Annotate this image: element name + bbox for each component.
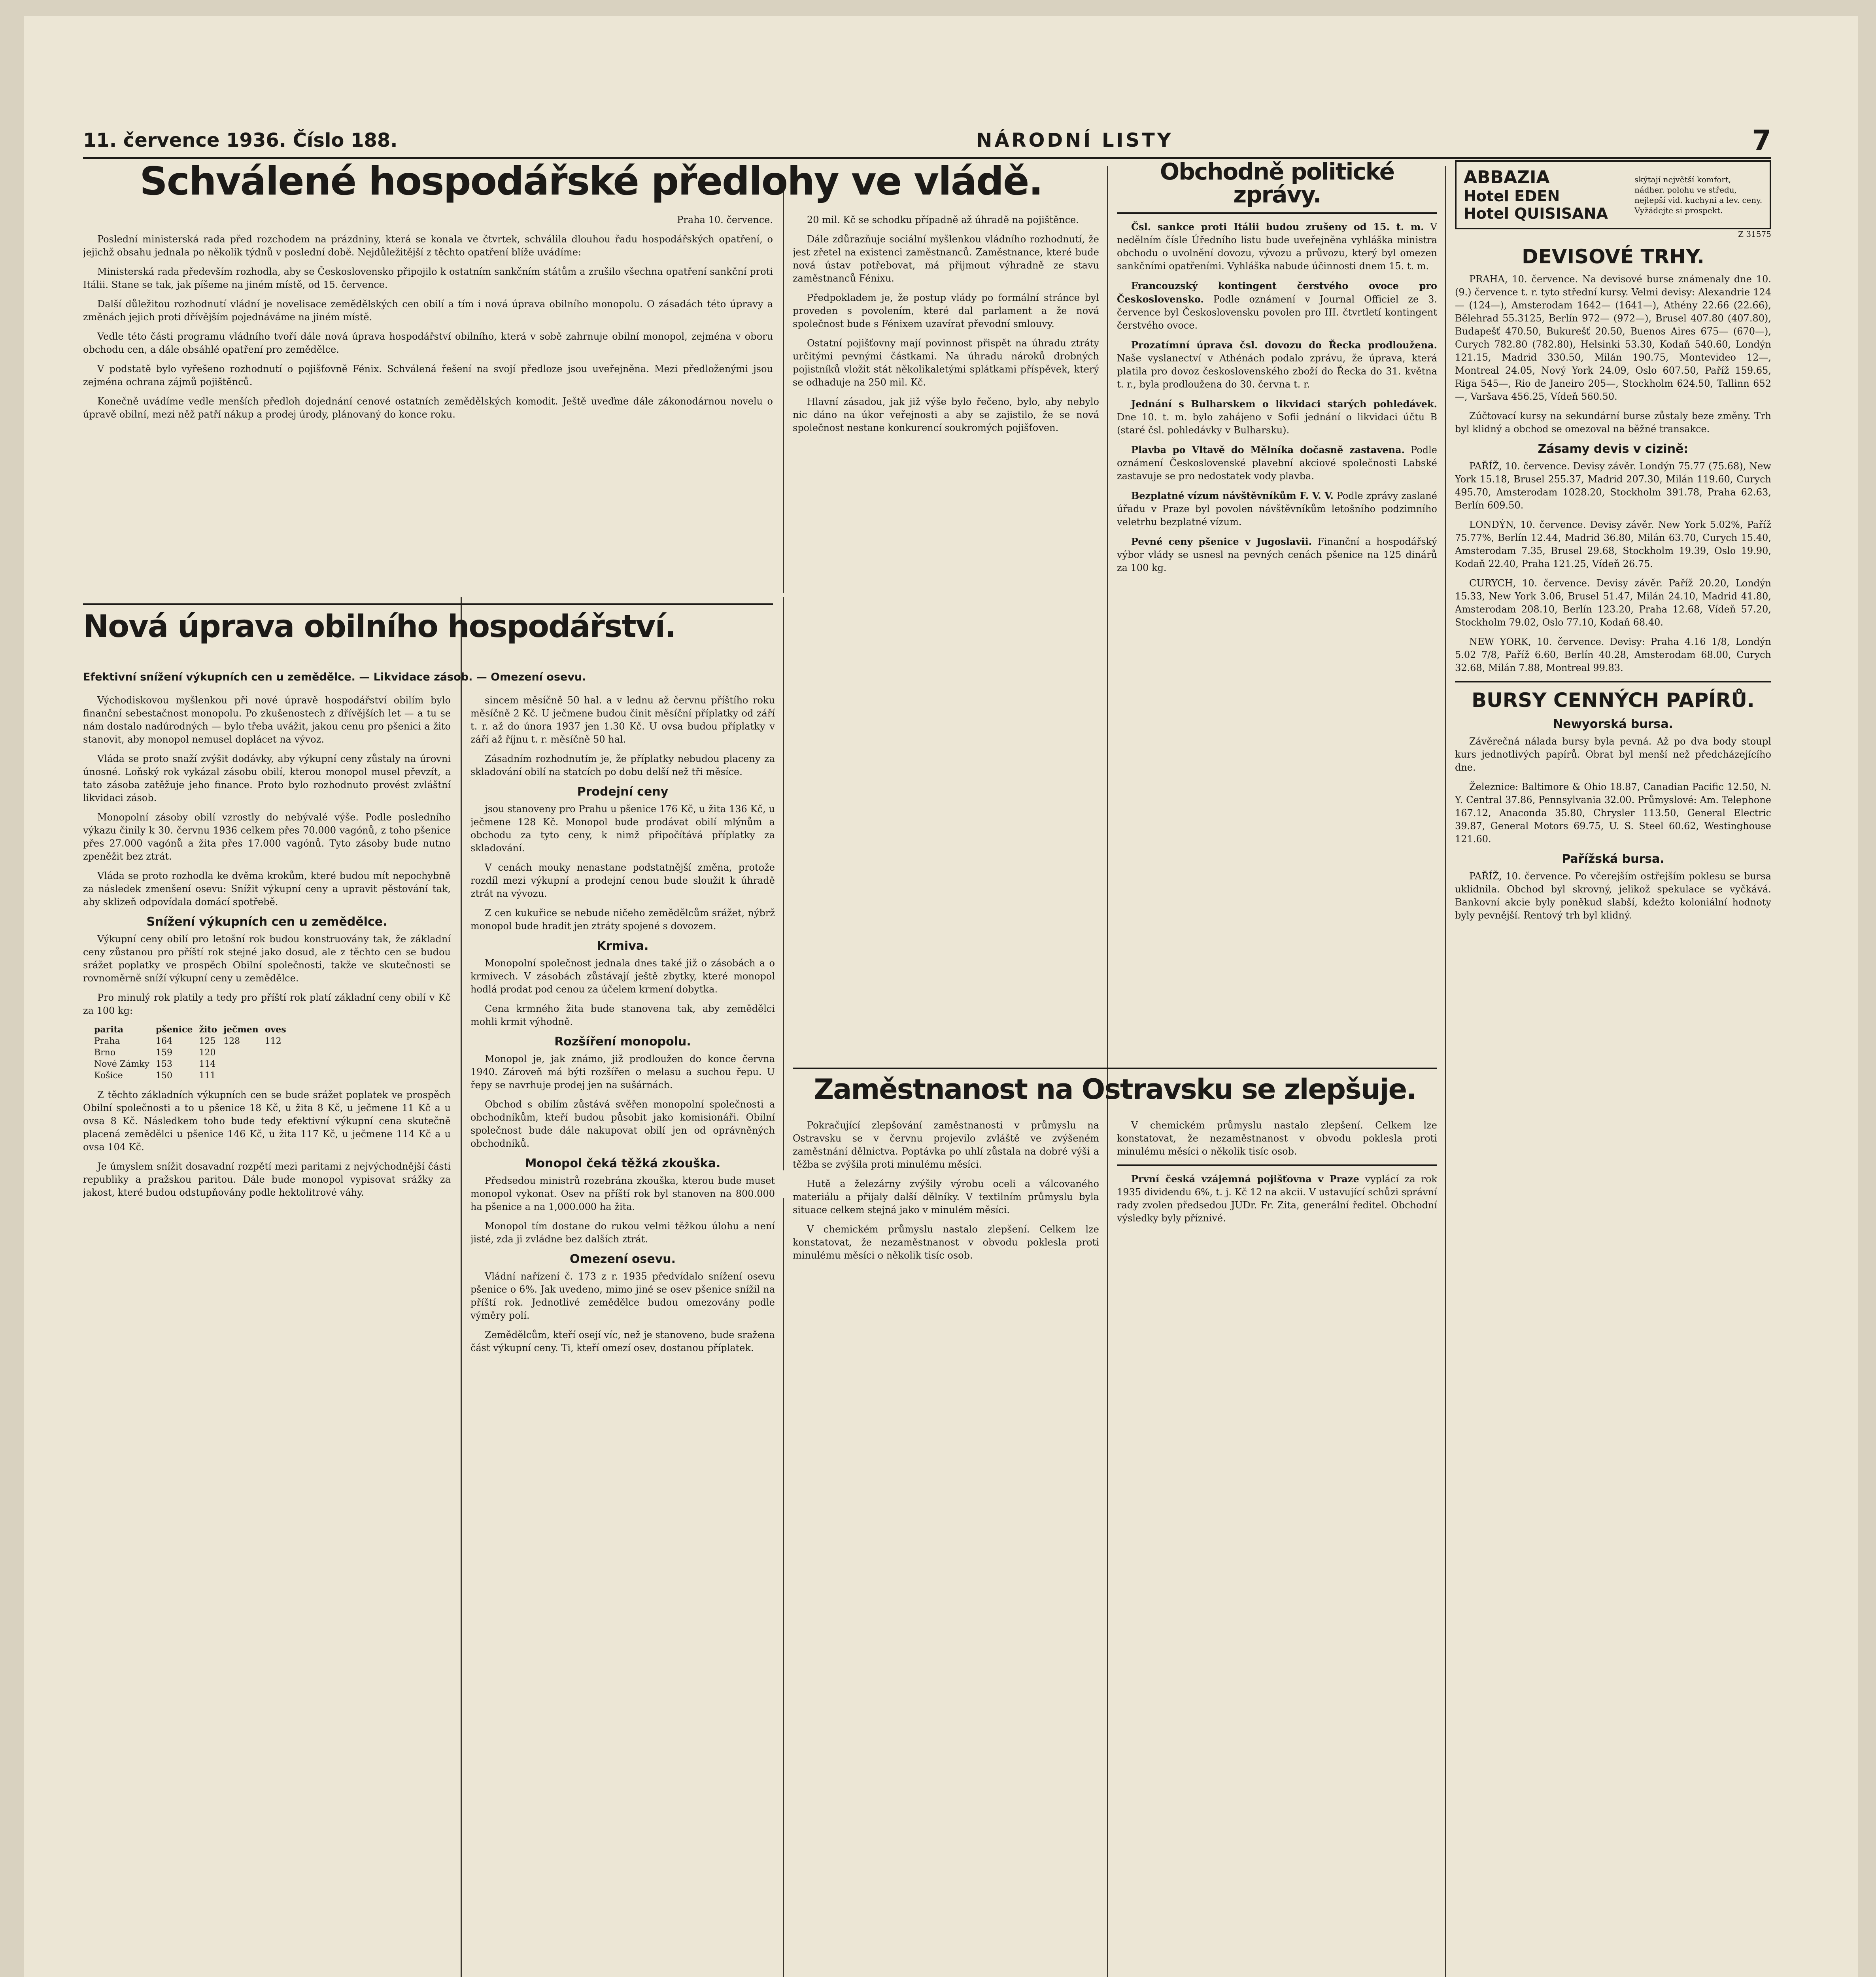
devisy-paragraph: PRAHA, 10. července. Na devisové burse známenaly dne 10. (9.) července t. r. tyto střední kursy. Velmi devisy: Alexandrie 124— (124—), Amsterodam 1642— (1641—), Athény 22.66 (22.66), Bělehrad 55.3125, Berlín 972— (972—), Brusel 407.80 (407.80), Budapešť 470.50, Bukurešť 20.50, Buenos Aires 675— (670—), Curych 782.80 (782.80), Helsinki 53.30, Kodaň 540.60, Londýn 121.15, Madrid 330.50, Milán 190.75, Montevideo 12—, Montreal 24.05, Nový York 24.09, Oslo 607.50, Paříž 159.65, Riga 545—, Rio de Janeiro 205—, Stockholm 624.50, Tallinn 652—, Varšava 456.25, Vídeň 560.50. xyxy=(1455,274,1771,402)
article2-paragraph: sincem měsíčně 50 hal. a v lednu až červnu příštího roku měsíčně 2 Kč. U ječmene budou činit měsíční příplatky od září t. r. až do února 1937 jen 1.30 Kč. U ovsa budou příplatky v září až říjnu t. r. měsíčně 50 hal. xyxy=(470,695,775,745)
article2-paragraph: Cena krmného žita bude stanovena tak, aby zemědělci mohli krmit výhodně. xyxy=(470,1003,775,1027)
pariz-head: Pařížská bursa. xyxy=(1562,852,1664,866)
newyork-paragraph: Závěrečná nálada bursy byla pevná. Až po dva body stoupl kurs jednotlivých papírů. Obrat byl menší než předcházejícího dne. xyxy=(1455,736,1771,773)
article1-headline: Schválené hospodářské předlohy ve vládě. xyxy=(140,162,1043,204)
trade-news-item-title: Čsl. sankce proti Itálii budou zrušeny od 15. t. m. xyxy=(1131,221,1424,232)
foreign-devisy-paragraph: PAŘÍŽ, 10. července. Devisy závěr. Londýn 75.77 (75.68), New York 15.18, Brusel 255.37, Madrid 207.30, Milán 119.60, Curych 495.70, Amsterodam 1028.20, Stockholm 391.78, Praha 62.63, Berlín 609.50. xyxy=(1455,461,1771,511)
article3-paragraph: Ostatní pojišťovny mají povinnost přispět na úhradu ztráty určitými pevnými částkami. Na úhradu nároků drobných pojistníků vložit stát několikaletými splátkami příspěvek, který se odhaduje na 250 mil. Kč. xyxy=(793,338,1099,388)
article1-paragraph: Konečně uvádíme vedle menších předloh dojednání cenové ostatních zemědělských komodit. Ještě uveďme dále zákonodárnou novelu o úpravě obilní, mezi něž patří nákup a prodej úrody, plánovaný do konce roku. xyxy=(83,396,773,420)
article1-dateline: Praha 10. července. xyxy=(677,214,773,225)
finance-column xyxy=(1455,160,1771,1977)
foreign-devisy-paragraph: NEW YORK, 10. července. Devisy: Praha 4.16 1/8, Londýn 5.02 7/8, Paříž 6.60, Berlín 40.28, Amsterodam 68.00, Curych 32.68, Milán 7.88, Montreal 99.83. xyxy=(1455,636,1771,673)
table-cell: 112 xyxy=(264,1036,281,1046)
trade-news-item xyxy=(1117,338,1437,391)
devisy-paragraph: Zúčtovací kursy na sekundární burse zůstaly beze změny. Trh byl klidný a obchod se omezoval na běžné transakce. xyxy=(1455,410,1771,435)
table-cell xyxy=(262,1058,289,1070)
issue-date: 11. července 1936. Číslo 188. xyxy=(83,129,398,151)
article1-paragraph: Další důležitou rozhodnutí vládní je novelisace zemědělských cen obilí a tím i nová úprava obilního monopolu. O zásadách této úpravy a změnách jejich proti dřívějším pojednáváme na jiném místě. xyxy=(83,299,773,323)
article1-left-column xyxy=(83,214,773,593)
article2-section-head: Krmiva. xyxy=(597,939,649,953)
article3-paragraph: Předpokladem je, že postup vlády po formální stránce byl proveden s povolením, které dal parlament a že nová společnost bude s Fénixem uzavírat převodní smlouvy. xyxy=(793,292,1099,329)
ostrava-paragraph: Hutě a železárny zvýšily výrobu oceli a válcovaného materiálu a přijaly další dělníky. V textilním průmyslu byla situace celkem stejná jako v minulém měsíci. xyxy=(793,1178,1099,1215)
ostrava-paragraph: V chemickém průmyslu nastalo zlepšení. Celkem lze konstatovat, že nezaměstnanost v obvodu poklesla proti minulému měsíci o několik tisíc osob. xyxy=(793,1224,1099,1261)
price-table-header: žito xyxy=(199,1024,217,1035)
table-cell: Brno xyxy=(94,1048,116,1058)
price-table-header: oves xyxy=(264,1024,286,1035)
newyork-paragraph: Železnice: Baltimore & Ohio 18.87, Canadian Pacific 12.50, N. Y. Central 37.86, Pennsylvania 32.00. Průmyslové: Am. Telephone 167.12, Anaconda 35.80, Chrysler 113.50, General Electric 39.87, General Motors 69.75, U. S. Steel 60.62, Westinghouse 121.60. xyxy=(1455,781,1771,845)
divider-rule xyxy=(1455,681,1771,682)
foreign-devisy-paragraph: CURYCH, 10. července. Devisy závěr. Paříž 20.20, Londýn 15.33, New York 3.06, Brusel 51.47, Milán 24.10, Madrid 41.80, Amsterodam 208.10, Berlín 123.20, Praha 12.68, Vídeň 57.20, Stockholm 79.02, Oslo 77.10, Kodaň 68.40. xyxy=(1455,578,1771,628)
insurance-title: První česká vzájemná pojišťovna v Praze xyxy=(1131,1173,1359,1185)
trade-news-item xyxy=(1117,397,1437,437)
article2-paragraph: Zemědělcům, kteří osejí víc, než je stanoveno, bude sražena část výkupní ceny. Ti, kteří omezí osev, dostanou příplatek. xyxy=(470,1329,775,1353)
trade-news-item xyxy=(1117,443,1437,483)
table-cell: 153 xyxy=(155,1059,172,1069)
trade-news-item-title: Prozatímní úprava čsl. dovozu do Řecka prodloužena. xyxy=(1131,339,1437,351)
table-cell: 159 xyxy=(155,1048,172,1058)
article3-continuation-column xyxy=(793,214,1099,593)
column-divider xyxy=(783,190,784,593)
trade-news-item-title: Jednání s Bulharskem o likvidaci starých pohledávek. xyxy=(1131,398,1437,410)
divider-rule xyxy=(793,1068,1437,1069)
table-cell xyxy=(220,1047,262,1058)
devisy-headline: DEVISOVÉ TRHY. xyxy=(1522,245,1704,268)
article2-paragraph: Z cen kukuřice se nebude ničeho zemědělcům srážet, nýbrž monopol bude hradit jen ztráty spojené s dovozem. xyxy=(470,907,775,932)
article2-paragraph: Monopolní zásoby obilí vzrostly do nebývalé výše. Podle posledního výkazu činily k 30. červnu 1936 celkem přes 70.000 vagónů, z toho pšenice přes 27.000 vagónů a žita přes 17.000 vagónů. Tyto zásoby bude nutno zpeněžit bez ztrát. xyxy=(83,812,451,862)
price-table-header: parita xyxy=(94,1024,124,1035)
table-cell: 120 xyxy=(199,1048,216,1058)
ad-abbazia xyxy=(1455,160,1771,229)
table-cell: 114 xyxy=(199,1059,216,1069)
trade-news-item-title: Francouzský kontingent čerstvého ovoce pro Československo. xyxy=(1117,280,1437,305)
trade-news-item-text: Naše vyslanectví v Athénách podalo zprávu, že úprava, která platila pro dovoz československého zboží do Řecka do 31. května t. r., byla prodloužena do 30. června t. r. xyxy=(1117,353,1437,390)
article2-paragraph: Monopol je, jak známo, již prodloužen do konce června 1940. Zároveň má býti rozšířen o melasu a suchou řepu. U řepy se navrhuje prodej jen na sušárnách. xyxy=(470,1053,775,1091)
article2-column-2 xyxy=(470,694,775,1977)
ad-abbazia-text: skýtají největší komfort, nádher. polohu ve středu, nejlepší vid. kuchyni a lev. ceny. Vyžádejte si prospekt. xyxy=(1634,174,1763,215)
article2-paragraph: Výkupní ceny obilí pro letošní rok budou konstruovány tak, že základní ceny zůstanou pro příští rok stejné jako dosud, ale z těchto cen se budou srážet poplatky ve prospěch Obilní společnosti, takže ve skutečnosti se rovnoměrně sníží výkupní ceny u zemědělce. xyxy=(83,934,451,984)
trade-news-item xyxy=(1117,220,1437,273)
table-cell xyxy=(220,1070,262,1081)
divider-rule xyxy=(83,603,773,605)
trade-news-item xyxy=(1117,489,1437,529)
article3-paragraph: Hlavní zásadou, jak již výše bylo řečeno, bylo, aby nebylo nic dáno na úkor veřejnosti a aby se zajistilo, že se nová společnost nestane konkurencí soukromých pojišťoven. xyxy=(793,396,1099,433)
article2-paragraph: Vláda se proto snaží zvýšit dodávky, aby výkupní ceny zůstaly na úrovni únosné. Loňský rok vykázal zásobu obilí, kterou monopol musel převzít, a tato zásoba zatěžuje jeho finance. Proto bylo rozhodnuto provést zvláštní likvidaci zásob. xyxy=(83,753,451,803)
newyork-head: Newyorská bursa. xyxy=(1553,717,1673,731)
article1-paragraph: Poslední ministerská rada před rozchodem na prázdniny, která se konala ve čtvrtek, schválila dlouhou řadu hospodářských opatření, o jejichž obsahu jednala po několik týdnů v poslední době. Nejdůležitější z těchto opatření blíže uvádíme: xyxy=(83,234,773,258)
table-row xyxy=(91,1047,289,1058)
article1-paragraph: Vedle této části programu vládního tvoří dále nová úprava hospodářství obilního, která v sobě zahrnuje obilní monopol, zejména v oboru obchodu cen, a dále obsáhlé opatření pro zemědělce. xyxy=(83,331,773,355)
article2-paragraph: Pro minulý rok platily a tedy pro příští rok platí základní ceny obilí v Kč za 100 kg: xyxy=(83,992,451,1016)
trade-news-column xyxy=(1117,160,1437,1062)
newspaper-page xyxy=(24,16,1858,1977)
article1-paragraph: Ministerská rada především rozhodla, aby se Československo připojilo k ostatním sankčním státům a zrušilo všechna opatření sankční proti Itálii. Stane se tak, jak píšeme na jiném místě, od 15. července. xyxy=(83,266,773,290)
page-number: 7 xyxy=(1752,124,1771,157)
ostrava-paragraph: Pokračující zlepšování zaměstnanosti v průmyslu na Ostravsku se v červnu projevilo zvláště ve zvýšeném zaměstnání dělnictva. Poptávka po uhlí zůstala na dobré výši a těžba se zvýšila proti minulému měsíci. xyxy=(793,1120,1099,1170)
table-cell: Nové Zámky xyxy=(94,1059,149,1069)
article2-section-head: Monopol čeká těžká zkouška. xyxy=(525,1157,721,1170)
article2-paragraph: jsou stanoveny pro Prahu u pšenice 176 Kč, u žita 136 Kč, u ječmene 128 Kč. Monopol bude prodávat obilí mlýnům a obchodu za tyto ceny, k nimž připočítává příplatky za skladování. xyxy=(470,803,775,854)
trade-news-item-title: Pevné ceny pšenice v Jugoslavii. xyxy=(1131,536,1312,547)
article2-paragraph: Východiskovou myšlenkou při nové úpravě hospodářství obilím bylo finanční sebestačnost monopolu. Po zkušenostech z dřívějších let — a tu se nám dostalo nadúrodných — bylo třeba uvážit, jakou cenu pro pšenici a žito stanovit, aby monopol nemusel doplácet na vývoz. xyxy=(83,695,451,745)
article3-paragraph: Dále zdůrazňuje sociální myšlenkou vládního rozhodnutí, že jest zřetel na existenci zaměstnanců. Zaměstnance, které bude nová ústav potřebovat, má přijmout výhradně ze stavu zaměstnanců Fénixu. xyxy=(793,234,1099,284)
column-divider xyxy=(461,597,462,1977)
article2-column-1 xyxy=(83,694,451,1977)
price-table-header: ječmen xyxy=(223,1024,259,1035)
ostrava-headline-block xyxy=(793,1068,1437,1111)
table-cell: 150 xyxy=(155,1071,172,1081)
table-cell: Praha xyxy=(94,1036,120,1046)
table-cell: Košice xyxy=(94,1071,123,1081)
trade-news-item-text: Podle zprávy zaslané úřadu v Praze byl povolen návštěvníkům letošního podzimního veletrhu bezplatné vízum. xyxy=(1117,490,1437,527)
article2-section-head: Prodejní ceny xyxy=(577,785,669,799)
table-cell: 111 xyxy=(199,1071,216,1081)
trade-news-item-text: V nedělním čísle Úředního listu bude uveřejněna vyhláška ministra obchodu o uvolnění dovozu, vývozu a průvozu, který byl omezen sankčními opatřeními. Vyhláška nabude účinnosti dnem 15. t. m. xyxy=(1117,221,1437,272)
divider-rule xyxy=(1117,212,1437,214)
article2-paragraph: Obchod s obilím zůstává svěřen monopolní společnosti a obchodníkům, kteří budou působit jako komisionáři. Obilní společnost bude dále nakupovat obilí jen od oprávněných obchodníků. xyxy=(470,1099,775,1149)
article2-section-head: Snížení výkupních cen u zemědělce. xyxy=(146,915,387,929)
table-cell xyxy=(262,1047,289,1058)
bursy-headline: BURSY CENNÝCH PAPÍRŮ. xyxy=(1472,689,1755,712)
table-row xyxy=(91,1058,289,1070)
article1-headline-block xyxy=(83,162,1099,206)
table-cell xyxy=(220,1058,262,1070)
article2-paragraph: Vláda se proto rozhodla ke dvěma krokům, které budou mít nepochybně za následek zmenšení osevu: Snížit výkupní ceny a upravit pěstování tak, aby sklizeň odpovídala domácí spotřebě. xyxy=(83,870,451,907)
article2-subhead: Efektivní snížení výkupních cen u zemědělce. — Likvidace zásob. — Omezení osevu. xyxy=(83,671,586,683)
article2-paragraph: Zásadním rozhodnutím je, že příplatky nebudou placeny za skladování obilí na statcích po dobu delší než tři měsíce. xyxy=(470,753,775,777)
article2-paragraph: Monopolní společnost jednala dnes také již o zásobách a o krmivech. V zásobách zůstávají ještě zbytky, které monopol hodlá prodat pod cenou za účelem krmení dobytka. xyxy=(470,958,775,995)
column-divider xyxy=(1445,166,1446,1977)
price-table xyxy=(91,1024,289,1081)
table-cell: 128 xyxy=(223,1036,240,1046)
article2-headline-block xyxy=(83,597,773,664)
article2-paragraph: V cenách mouky nenastane podstatnější změna, protože rozdíl mezi výkupní a prodejní cenou bude sloužit k úhradě ztrát na vývozu. xyxy=(470,862,775,899)
article2-headline: Nová úprava obilního hospodářství. xyxy=(83,609,676,645)
table-cell: 125 xyxy=(199,1036,216,1046)
trade-news-item-text: Podle oznámení Československé plavební akciové společnosti Labské zastavuje se pro nedostatek vody plavba. xyxy=(1117,444,1437,482)
article2-paragraph: Monopol tím dostane do rukou velmi těžkou úlohu a není jisté, zda ji zvládne bez dalších ztrát. xyxy=(470,1221,775,1245)
pariz-paragraph: PAŘÍŽ, 10. července. Po včerejším ostřejším poklesu se bursa uklidnila. Obchod byl skrovný, jelikož spekulace se vyčkává. Bankovní akcie byly poněkud slabší, kdežto koloniální hodnoty byly pevnější. Rentový trh byl klidný. xyxy=(1455,871,1771,921)
article2-paragraph: Vládní nařízení č. 173 z r. 1935 předvídalo snížení osevu pšenice o 6%. Jak uvedeno, mimo jiné se osev pšenice snížil na příští rok. Jednotlivé zemědělce budou omezovány podle výměry polí. xyxy=(470,1271,775,1321)
article2-section-head: Rozšíření monopolu. xyxy=(554,1035,691,1049)
table-cell xyxy=(262,1070,289,1081)
trade-news-item-text: Dne 10. t. m. bylo zahájeno v Sofii jednání o likvidaci účtu B (staré čsl. pohledávky v Bulharsku). xyxy=(1117,412,1437,436)
insurance-item xyxy=(1117,1172,1437,1225)
insurance-text: vyplácí za rok 1935 dividendu 6%, t. j. Kč 12 na akcii. V ustavující schůzi správní rady zvolen předsedou JUDr. Fr. Zita, generální ředitel. Obchodní výsledky byly příznivé. xyxy=(1117,1174,1437,1224)
table-row xyxy=(91,1036,289,1047)
foreign-devisy-paragraph: LONDÝN, 10. července. Devisy závěr. New York 5.02%, Paříž 75.77%, Berlín 12.44, Madrid 36.80, Milán 63.70, Curych 15.40, Amsterodam 7.35, Brusel 29.68, Stockholm 19.39, Oslo 19.90, Kodaň 22.40, Praha 121.25, Vídeň 26.75. xyxy=(1455,519,1771,569)
article1-paragraph: V podstatě bylo vyřešeno rozhodnutí o pojišťovně Fénix. Schválená řešení na svojí předloze jsou uveřejněna. Mezi předloženými jsou zejména ochrana zájmů pojištěnců. xyxy=(83,363,773,387)
article2-paragraph: Předsedou ministrů rozebrána zkouška, kterou bude muset monopol vykonat. Osev na příští rok byl stanoven na 800.000 ha pšenice a na 1,000.000 ha žita. xyxy=(470,1175,775,1212)
trade-news-item-text: Finanční a hospodářský výbor vlády se usnesl na pevných cenách pšenice na 125 dinárů za 100 kg. xyxy=(1117,536,1437,573)
table-cell: 164 xyxy=(155,1036,172,1046)
ad-abbazia-hotel: Hotel QUISISANA xyxy=(1464,205,1608,222)
ostrava-column-2 xyxy=(1117,1119,1437,1977)
divider-rule xyxy=(1117,1164,1437,1166)
ad-abbazia-name: ABBAZIA xyxy=(1464,167,1550,187)
table-row xyxy=(91,1070,289,1081)
ad-abbazia-code: Z 31575 xyxy=(1738,229,1771,239)
trade-news-item-text: Podle oznámení v Journal Officiel ze 3. července byl Československu povolen pro III. čtvrtletí kontingent čerstvého ovoce. xyxy=(1117,294,1437,331)
ostrava-column-1 xyxy=(793,1119,1099,1977)
article2-section-head: Omezení osevu. xyxy=(569,1252,676,1266)
column-divider xyxy=(783,597,784,1170)
trade-news-item xyxy=(1117,535,1437,575)
article3-paragraph: 20 mil. Kč se schodku případně až úhradě na pojištěnce. xyxy=(807,214,1079,225)
foreign-devisy-head: Zásamy devis v cizině: xyxy=(1538,442,1689,456)
price-table-header: pšenice xyxy=(155,1024,193,1035)
masthead xyxy=(83,124,1771,159)
article2-subhead-block xyxy=(83,670,773,690)
ad-abbazia-hotel: Hotel EDEN xyxy=(1464,187,1560,205)
article2-paragraph: Z těchto základních výkupních cen se bude srážet poplatek ve prospěch Obilní společnosti a to u pšenice 18 Kč, u žita 8 Kč, u ječmene 11 Kč a u ovsa 8 Kč. Následkem toho bude tedy efektivní výkupní cena skutečně placená zemědělci u pšenice 146 Kč, u žita 117 Kč, u ječmene 114 Kč a u ovsa 104 Kč. xyxy=(83,1089,451,1153)
article2-paragraph: Je úmyslem snížit dosavadní rozpětí mezi paritami z nejvýchodnější části republiky a pražskou paritou. Dále bude monopol vypisovat srážky za jakost, které budou odstupňovány podle hektolitrové váhy. xyxy=(83,1161,451,1198)
trade-news-headline: Obchodně politické zprávy. xyxy=(1160,160,1394,208)
trade-news-item-title: Plavba po Vltavě do Mělníka dočasně zastavena. xyxy=(1131,444,1405,456)
ostrava-headline: Zaměstnanost na Ostravsku se zlepšuje. xyxy=(814,1073,1416,1106)
paper-name: NÁRODNÍ LISTY xyxy=(976,129,1173,151)
trade-news-item-title: Bezplatné vízum návštěvníkům F. V. V. xyxy=(1131,490,1334,501)
trade-news-item xyxy=(1117,279,1437,332)
column-divider xyxy=(783,1198,784,1977)
ostrava-paragraph: V chemickém průmyslu nastalo zlepšení. Celkem lze konstatovat, že nezaměstnanost v obvodu poklesla proti minulému měsíci o několik tisíc osob. xyxy=(1117,1120,1437,1157)
